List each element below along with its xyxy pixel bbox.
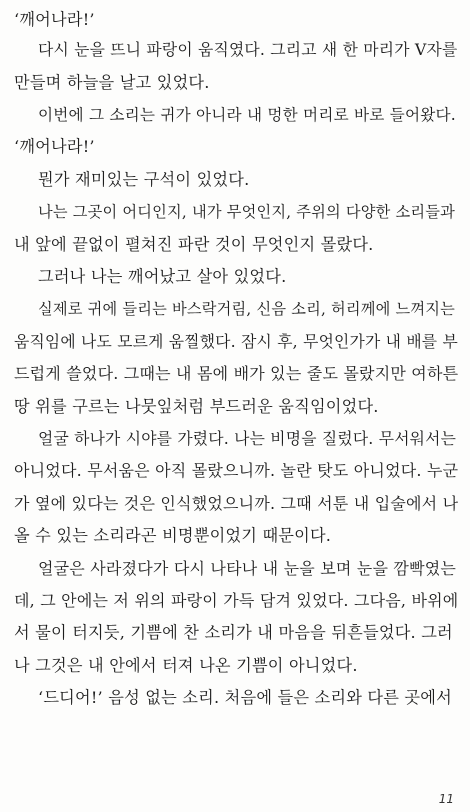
text-line: ‘드디어!’ 음성 없는 소리. 처음에 들은 소리와 다른 곳에서 xyxy=(38,688,452,707)
text-line: 나 그것은 내 안에서 터져 나온 기쁨이 아니었다. xyxy=(14,656,358,675)
text-line: 나는 그곳이 어디인지, 내가 무엇인지, 주위의 다양한 소리들과 xyxy=(38,203,456,221)
text-line: 아니었다. 무서움은 아직 몰랐으니까. 놀란 탓도 아니었다. 누군 xyxy=(14,461,459,480)
text-line: 뭔가 재미있는 구석이 있었다. xyxy=(38,170,250,189)
text-line: 만들며 하늘을 날고 있었다. xyxy=(14,73,210,92)
text-line: 얼굴은 사라졌다가 다시 나타나 내 눈을 보며 눈을 깜빡였는 xyxy=(38,559,457,578)
text-line: ‘깨어나라!’ xyxy=(14,10,95,29)
text-line: ‘깨어나라!’ xyxy=(14,137,95,156)
text-line: 움직임에 나도 모르게 움찔했다. 잠시 후, 무엇인가가 내 배를 부 xyxy=(14,332,458,351)
text-line: 땅 위를 구르는 나뭇잎처럼 부드러운 움직임이었다. xyxy=(14,397,379,416)
text-line: 그러나 나는 깨어났고 살아 있었다. xyxy=(38,267,287,286)
text-line: 드럽게 쓸었다. 그때는 내 몸에 배가 있는 줄도 몰랐지만 여하튼 xyxy=(14,364,459,383)
text-line: 데, 그 안에는 저 위의 파랑이 가득 담겨 있었다. 그다음, 바위에 xyxy=(14,591,459,610)
text-line: 얼굴 하나가 시야를 가렸다. 나는 비명을 질렀다. 무서워서는 xyxy=(38,429,457,448)
text-line: 다시 눈을 뜨니 파랑이 움직였다. 그리고 새 한 마리가 V자를 xyxy=(38,40,458,59)
text-line: 내 앞에 끝없이 펼쳐진 파란 것이 무엇인지 몰랐다. xyxy=(14,235,374,254)
page-number: 11 xyxy=(438,792,454,806)
text-line: 이번에 그 소리는 귀가 아니라 내 멍한 머리로 바로 들어왔다. xyxy=(38,106,456,124)
text-line: 올 수 있는 소리라곤 비명뿐이었기 때문이다. xyxy=(14,526,332,545)
text-line: 서 물이 터지듯, 기쁨에 찬 소리가 내 마음을 뒤흔들었다. 그러 xyxy=(14,623,453,642)
text-line: 가 옆에 있다는 것은 인식했었으니까. 그때 서툰 내 입술에서 나 xyxy=(14,494,459,513)
text-line: 실제로 귀에 들리는 바스락거림, 신음 소리, 허리께에 느껴지는 xyxy=(38,300,456,318)
